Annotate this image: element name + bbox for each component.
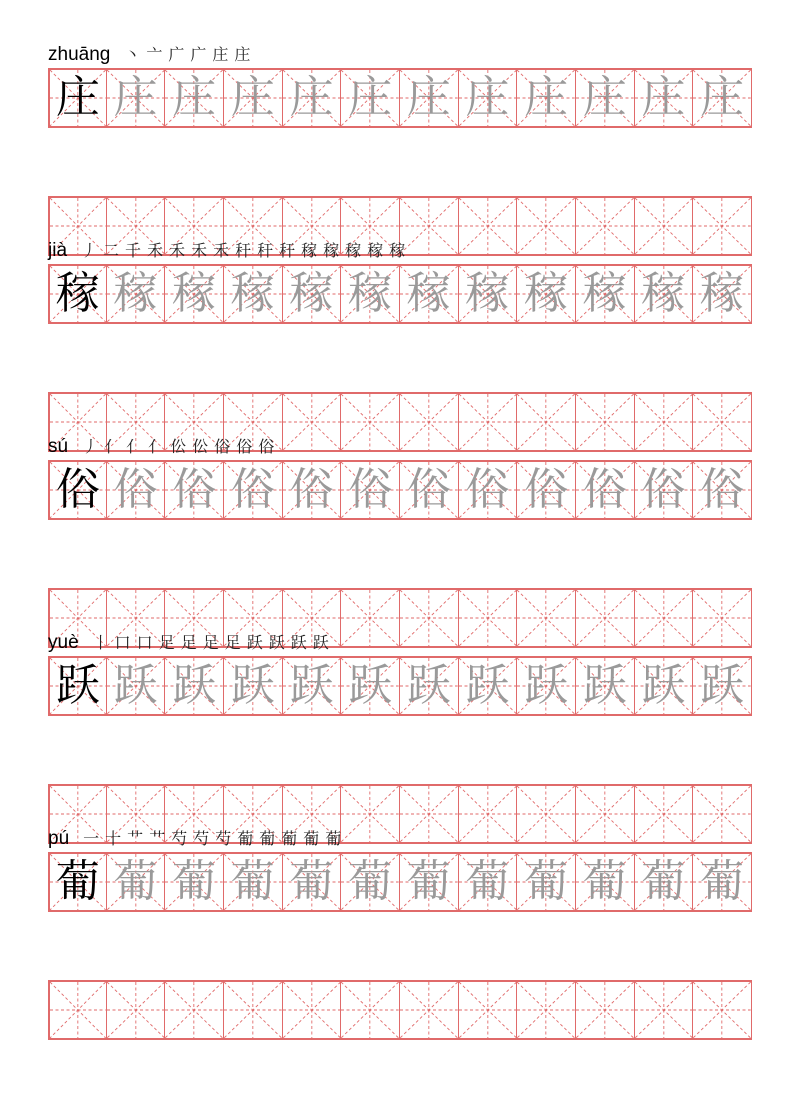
practice-cell[interactable] <box>693 657 752 715</box>
practice-cell[interactable] <box>693 589 752 647</box>
trace-character: 跃 <box>700 660 745 711</box>
stroke-order-step: 足 <box>180 633 197 652</box>
stroke-order-step: 葡 <box>259 829 276 848</box>
blank-practice-row <box>48 980 752 1040</box>
pinyin-label: zhuāng <box>48 44 111 65</box>
pinyin-label: pú <box>48 828 70 849</box>
practice-cell[interactable] <box>107 657 166 715</box>
trace-character: 跃 <box>465 660 510 711</box>
stroke-order-step: 广 <box>190 45 207 64</box>
character-header <box>48 236 411 262</box>
trace-character: 俗 <box>348 464 393 515</box>
practice-cell[interactable] <box>693 393 752 451</box>
trace-character: 葡 <box>406 856 451 907</box>
stroke-order-step: 伀 <box>170 437 187 456</box>
practice-cell[interactable] <box>517 265 576 323</box>
practice-cell[interactable] <box>341 785 400 843</box>
grid-guide-lines <box>517 590 575 646</box>
grid-guide-lines <box>693 198 751 254</box>
practice-cell[interactable] <box>635 981 694 1039</box>
practice-cell[interactable] <box>48 981 107 1039</box>
character-header <box>48 824 347 850</box>
practice-cell[interactable] <box>517 461 576 519</box>
trace-character: 葡 <box>700 856 745 907</box>
practice-cell[interactable] <box>693 981 752 1039</box>
practice-cell[interactable] <box>400 657 459 715</box>
practice-cell[interactable] <box>635 589 694 647</box>
practice-cell[interactable] <box>459 785 518 843</box>
practice-cell[interactable] <box>517 657 576 715</box>
stroke-order-step: 俗 <box>258 437 275 456</box>
stroke-order-step: 跃 <box>312 633 329 652</box>
practice-cell[interactable] <box>459 589 518 647</box>
trace-character: 跃 <box>406 660 451 711</box>
stroke-order-step: 亻 <box>148 437 165 456</box>
practice-cell[interactable] <box>517 69 576 127</box>
grid-guide-lines <box>400 394 458 450</box>
stroke-order-step: 丿 <box>81 241 98 260</box>
practice-cell[interactable] <box>48 69 107 127</box>
stroke-order-step: 伀 <box>192 437 209 456</box>
practice-cell[interactable] <box>107 461 166 519</box>
practice-cell[interactable] <box>517 197 576 255</box>
trace-character: 葡 <box>230 856 275 907</box>
grid-guide-lines <box>341 786 399 842</box>
character-header <box>48 40 256 66</box>
grid-guide-lines <box>400 590 458 646</box>
practice-cell[interactable] <box>341 461 400 519</box>
character-header <box>48 628 335 654</box>
grid-guide-lines <box>341 590 399 646</box>
trace-character: 俗 <box>230 464 275 515</box>
practice-cell[interactable] <box>635 393 694 451</box>
practice-cell[interactable] <box>459 657 518 715</box>
grid-guide-lines <box>517 982 575 1038</box>
trace-character: 庄 <box>113 72 158 123</box>
trace-character: 稼 <box>700 268 745 319</box>
grid-guide-lines <box>693 982 751 1038</box>
trace-character: 葡 <box>348 856 393 907</box>
pinyin-label: jià <box>48 240 68 261</box>
grid-guide-lines <box>576 982 634 1038</box>
stroke-order-step: 亠 <box>146 45 163 64</box>
stroke-order-step: 亻 <box>126 437 143 456</box>
trace-character: 稼 <box>113 268 158 319</box>
trace-character: 俗 <box>172 464 217 515</box>
practice-cell[interactable] <box>165 69 224 127</box>
stroke-order-step: 芍 <box>193 829 210 848</box>
grid-guide-lines <box>224 982 282 1038</box>
practice-cell[interactable] <box>283 981 342 1039</box>
model-character: 庄 <box>55 72 100 123</box>
practice-cell[interactable] <box>165 981 224 1039</box>
practice-cell[interactable] <box>693 461 752 519</box>
practice-cell[interactable] <box>400 785 459 843</box>
trace-character: 俗 <box>700 464 745 515</box>
trace-character: 庄 <box>700 72 745 123</box>
practice-cell[interactable] <box>341 69 400 127</box>
trace-row <box>48 264 752 324</box>
practice-cell[interactable] <box>107 69 166 127</box>
practice-cell[interactable] <box>693 785 752 843</box>
grid-guide-lines <box>576 590 634 646</box>
trace-character: 庄 <box>641 72 686 123</box>
stroke-order-step: 葡 <box>303 829 320 848</box>
trace-character: 葡 <box>113 856 158 907</box>
stroke-order-step: 跃 <box>268 633 285 652</box>
trace-row <box>48 460 752 520</box>
trace-character: 稼 <box>230 268 275 319</box>
model-character: 稼 <box>55 268 100 319</box>
practice-cell[interactable] <box>48 853 107 911</box>
practice-cell[interactable] <box>459 853 518 911</box>
practice-cell[interactable] <box>517 393 576 451</box>
practice-cell[interactable] <box>283 853 342 911</box>
practice-cell[interactable] <box>224 461 283 519</box>
stroke-order-step: 葡 <box>237 829 254 848</box>
grid-guide-lines <box>635 982 693 1038</box>
stroke-order-step: 秆 <box>235 241 252 260</box>
practice-cell[interactable] <box>283 461 342 519</box>
practice-cell[interactable] <box>459 69 518 127</box>
practice-cell[interactable] <box>693 69 752 127</box>
trace-character: 俗 <box>524 464 569 515</box>
practice-cell[interactable] <box>400 69 459 127</box>
practice-cell[interactable] <box>459 981 518 1039</box>
grid-guide-lines <box>459 394 517 450</box>
stroke-order-step: 秆 <box>257 241 274 260</box>
grid-guide-lines <box>576 394 634 450</box>
practice-cell[interactable] <box>165 265 224 323</box>
model-character: 俗 <box>55 464 100 515</box>
stroke-order-step: 庄 <box>234 45 251 64</box>
practice-cell[interactable] <box>107 265 166 323</box>
trace-character: 跃 <box>113 660 158 711</box>
trace-character: 跃 <box>230 660 275 711</box>
practice-cell[interactable] <box>400 461 459 519</box>
trace-row <box>48 656 752 716</box>
practice-cell[interactable] <box>165 461 224 519</box>
stroke-order-step: 十 <box>105 829 122 848</box>
practice-cell[interactable] <box>635 461 694 519</box>
stroke-order-step: 葡 <box>281 829 298 848</box>
practice-cell[interactable] <box>400 853 459 911</box>
practice-cell[interactable] <box>576 657 635 715</box>
stroke-order-step: 禾 <box>169 241 186 260</box>
practice-cell[interactable] <box>576 393 635 451</box>
stroke-order-step: 艹 <box>127 829 144 848</box>
practice-cell[interactable] <box>283 265 342 323</box>
practice-cell[interactable] <box>635 785 694 843</box>
trace-character: 稼 <box>582 268 627 319</box>
practice-cell[interactable] <box>517 589 576 647</box>
trace-character: 庄 <box>465 72 510 123</box>
grid-guide-lines <box>341 982 399 1038</box>
trace-character: 稼 <box>348 268 393 319</box>
practice-cell[interactable] <box>48 461 107 519</box>
trace-character: 庄 <box>524 72 569 123</box>
trace-character: 跃 <box>582 660 627 711</box>
grid-guide-lines <box>635 198 693 254</box>
practice-cell[interactable] <box>635 657 694 715</box>
stroke-order-step: 二 <box>103 241 120 260</box>
stroke-order-step: 禾 <box>213 241 230 260</box>
trace-character: 葡 <box>172 856 217 907</box>
stroke-order-step: 一 <box>83 829 100 848</box>
practice-cell[interactable] <box>576 69 635 127</box>
pinyin-label: yuè <box>48 632 79 653</box>
trace-character: 俗 <box>406 464 451 515</box>
trace-row <box>48 68 752 128</box>
practice-cell[interactable] <box>693 853 752 911</box>
stroke-order-step: 口 <box>136 633 153 652</box>
practice-cell[interactable] <box>517 853 576 911</box>
practice-cell[interactable] <box>341 981 400 1039</box>
stroke-order-step: 丨 <box>92 633 109 652</box>
practice-cell[interactable] <box>165 657 224 715</box>
trace-row <box>48 852 752 912</box>
trace-character: 葡 <box>465 856 510 907</box>
stroke-order-step: 口 <box>114 633 131 652</box>
practice-cell[interactable] <box>635 853 694 911</box>
practice-cell[interactable] <box>576 785 635 843</box>
practice-cell[interactable] <box>341 657 400 715</box>
trace-character: 庄 <box>230 72 275 123</box>
practice-cell[interactable] <box>517 785 576 843</box>
stroke-order-step: 足 <box>224 633 241 652</box>
practice-cell[interactable] <box>48 265 107 323</box>
grid-guide-lines <box>693 590 751 646</box>
grid-guide-lines <box>635 394 693 450</box>
stroke-order-step: 庄 <box>212 45 229 64</box>
practice-cell[interactable] <box>107 981 166 1039</box>
trace-character: 俗 <box>113 464 158 515</box>
stroke-order-step: 秆 <box>279 241 296 260</box>
grid-guide-lines <box>459 590 517 646</box>
pinyin-label: sú <box>48 436 69 457</box>
stroke-order-step: 亻 <box>104 437 121 456</box>
practice-cell[interactable] <box>576 461 635 519</box>
practice-cell[interactable] <box>283 393 342 451</box>
grid-guide-lines <box>517 394 575 450</box>
stroke-order-step: 跃 <box>290 633 307 652</box>
practice-cell[interactable] <box>224 69 283 127</box>
practice-cell[interactable] <box>341 393 400 451</box>
practice-cell[interactable] <box>576 265 635 323</box>
practice-cell[interactable] <box>459 393 518 451</box>
stroke-order-step: 稼 <box>367 241 384 260</box>
practice-cell[interactable] <box>576 981 635 1039</box>
practice-cell[interactable] <box>341 853 400 911</box>
practice-cell[interactable] <box>693 265 752 323</box>
grid-guide-lines <box>635 590 693 646</box>
grid-guide-lines <box>517 198 575 254</box>
practice-cell[interactable] <box>341 265 400 323</box>
trace-character: 俗 <box>465 464 510 515</box>
practice-cell[interactable] <box>48 657 107 715</box>
trace-character: 跃 <box>524 660 569 711</box>
grid-guide-lines <box>165 982 223 1038</box>
grid-guide-lines <box>576 198 634 254</box>
grid-guide-lines <box>283 982 341 1038</box>
model-character: 跃 <box>55 660 100 711</box>
stroke-order-step: 艹 <box>149 829 166 848</box>
stroke-order-step: 足 <box>158 633 175 652</box>
practice-cell[interactable] <box>341 589 400 647</box>
practice-cell[interactable] <box>400 981 459 1039</box>
trace-character: 庄 <box>289 72 334 123</box>
stroke-order-step: 葡 <box>325 829 342 848</box>
practice-cell[interactable] <box>693 197 752 255</box>
practice-cell[interactable] <box>224 657 283 715</box>
practice-cell[interactable] <box>459 197 518 255</box>
trace-character: 葡 <box>289 856 334 907</box>
practice-cell[interactable] <box>165 853 224 911</box>
trace-character: 稼 <box>406 268 451 319</box>
trace-character: 稼 <box>641 268 686 319</box>
grid-guide-lines <box>107 982 165 1038</box>
grid-guide-lines <box>341 394 399 450</box>
practice-cell[interactable] <box>576 197 635 255</box>
practice-cell[interactable] <box>576 589 635 647</box>
practice-cell[interactable] <box>107 853 166 911</box>
trace-character: 葡 <box>582 856 627 907</box>
trace-character: 庄 <box>172 72 217 123</box>
trace-character: 俗 <box>289 464 334 515</box>
trace-character: 庄 <box>582 72 627 123</box>
grid-guide-lines <box>693 786 751 842</box>
stroke-order-step: 俗 <box>236 437 253 456</box>
stroke-order-step: 稼 <box>389 241 406 260</box>
trace-character: 俗 <box>641 464 686 515</box>
stroke-order-step: 芍 <box>171 829 188 848</box>
stroke-order-step: 跃 <box>246 633 263 652</box>
stroke-order-step: 芍 <box>215 829 232 848</box>
trace-character: 稼 <box>524 268 569 319</box>
character-header <box>48 432 280 458</box>
trace-character: 跃 <box>289 660 334 711</box>
trace-character: 俗 <box>582 464 627 515</box>
grid-guide-lines <box>576 786 634 842</box>
stroke-order-step: 足 <box>202 633 219 652</box>
practice-cell[interactable] <box>400 589 459 647</box>
stroke-order-step: 丶 <box>124 45 141 64</box>
trace-character: 跃 <box>641 660 686 711</box>
practice-cell[interactable] <box>635 69 694 127</box>
stroke-order-step: 禾 <box>147 241 164 260</box>
stroke-order-step: 俗 <box>214 437 231 456</box>
trace-character: 庄 <box>348 72 393 123</box>
grid-guide-lines <box>635 786 693 842</box>
grid-guide-lines <box>693 394 751 450</box>
practice-cell[interactable] <box>400 265 459 323</box>
stroke-order-step: 稼 <box>301 241 318 260</box>
stroke-order-step: 千 <box>125 241 142 260</box>
practice-cell[interactable] <box>635 265 694 323</box>
trace-character: 稼 <box>465 268 510 319</box>
trace-character: 跃 <box>172 660 217 711</box>
stroke-order-step: 丿 <box>82 437 99 456</box>
practice-cell[interactable] <box>224 981 283 1039</box>
grid-guide-lines <box>50 982 106 1038</box>
practice-cell[interactable] <box>400 393 459 451</box>
practice-cell[interactable] <box>283 69 342 127</box>
stroke-order-step: 禾 <box>191 241 208 260</box>
grid-guide-lines <box>459 982 517 1038</box>
grid-guide-lines <box>517 786 575 842</box>
grid-guide-lines <box>459 198 517 254</box>
trace-character: 稼 <box>172 268 217 319</box>
practice-cell[interactable] <box>283 657 342 715</box>
practice-cell[interactable] <box>517 981 576 1039</box>
trace-character: 葡 <box>524 856 569 907</box>
grid-guide-lines <box>283 394 341 450</box>
trace-character: 葡 <box>641 856 686 907</box>
trace-character: 庄 <box>406 72 451 123</box>
trace-character: 跃 <box>348 660 393 711</box>
grid-guide-lines <box>400 982 458 1038</box>
grid-guide-lines <box>459 786 517 842</box>
stroke-order-step: 广 <box>168 45 185 64</box>
practice-cell[interactable] <box>635 197 694 255</box>
stroke-order-step: 稼 <box>323 241 340 260</box>
practice-cell[interactable] <box>459 461 518 519</box>
practice-cell[interactable] <box>459 265 518 323</box>
stroke-order-step: 稼 <box>345 241 362 260</box>
practice-cell[interactable] <box>224 853 283 911</box>
model-character: 葡 <box>55 856 100 907</box>
practice-cell[interactable] <box>224 265 283 323</box>
trace-character: 稼 <box>289 268 334 319</box>
grid-guide-lines <box>400 786 458 842</box>
practice-cell[interactable] <box>576 853 635 911</box>
